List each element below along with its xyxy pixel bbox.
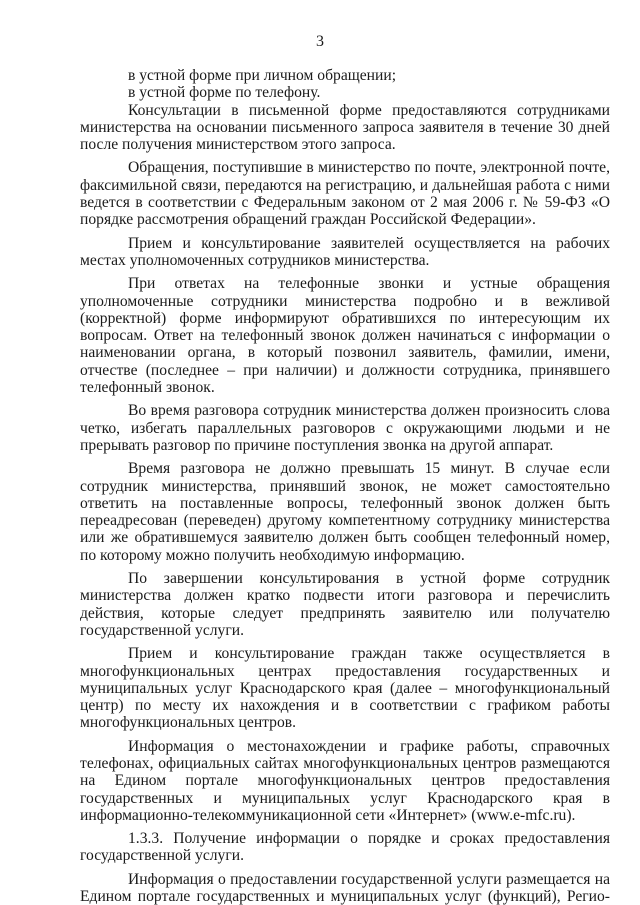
paragraph-reception-workplaces: Прием и консультирование заявителей осуществляется на рабочих местах уполномоченных сотрудников министерства.: [80, 234, 610, 269]
paragraph-conversation-duration: Время разговора не должно превышать 15 минут. В случае если сотрудник министерства, принявший звонок, не может самостоятельно ответить на поставленные вопросы, телефонный звонок должен быть переадресован (переведен) другому компетентному сотруднику министерства или же обратившемуся заявителю должен быть сообщен телефонный номер, по которому можно получить необходимую информацию.: [80, 460, 610, 564]
section-heading-1-3-3: 1.3.3. Получение информации о порядке и сроках предоставления государственной услуги.: [80, 830, 610, 865]
paragraph-mfc-reception: Прием и консультирование граждан также осуществляется в многофункциональных центрах предоставления государственных и муниципальных услуг Краснодарского края (далее – многофункциональный центр) по месту их нахождения и в соответствии с графиком работы многофункциональных центров.: [80, 645, 610, 732]
paragraph-conversation-manner: Во время разговора сотрудник министерства должен произносить слова четко, избегать параллельных разговоров с окружающими людьми и не прерывать разговор по причине поступления звонка на другой аппарат.: [80, 402, 610, 454]
paragraph-consultation-summary: По завершении консультирования в устной форме сотрудник министерства должен кратко подвести итоги разговора и перечислить действия, которые следует предпринять заявителю или получателю государственной услуги.: [80, 570, 610, 639]
paragraph-incoming-requests: Обращения, поступившие в министерство по почте, электронной почте, факсимильной связи, передаются на регистрацию, и дальнейшая работа с ними ведется в соответствии с Федеральным законом от 2 мая 2006 г. № 59-ФЗ «О порядке рассмотрения обращений граждан Российской Федерации».: [80, 159, 610, 229]
page-number: 3: [316, 33, 324, 50]
document-body: [80, 67, 610, 905]
paragraph-list-item-in-person: в устной форме при личном обращении;: [128, 67, 397, 84]
paragraph-written-consultations: Консультации в письменной форме предоставляются сотрудниками министерства на основании письменного запроса заявителя в течение 30 дней после получения министерством этого запроса.: [80, 101, 610, 154]
paragraph-service-information: Информация о предоставлении государственной услуги размещается на Едином портале государственных и муниципальных услуг (функций), Регио-: [80, 870, 610, 905]
paragraph-phone-answers: При ответах на телефонные звонки и устные обращения уполномоченные сотрудники министерства подробно и в вежливой (корректной) форме информируют обратившихся по интересующим их вопросам. Ответ на телефонный звонок должен начинаться с информации о наименовании органа, в который позвонил заявитель, фамилии, имени, отчестве (последнее – при наличии) и должности сотрудника, принявшего телефонный звонок.: [80, 275, 610, 397]
paragraph-mfc-information: Информация о местонахождении и графике работы, справочных телефонах, официальных сайтах многофункциональных центров размещаются на Едином портале многофункциональных центров предоставления государственных и муниципальных услуг Краснодарского края в информационно-телекоммуникационной сети «Интернет» (www.e-mfc.ru).: [80, 737, 610, 824]
paragraph-list-item-phone: в устной форме по телефону.: [128, 84, 321, 102]
